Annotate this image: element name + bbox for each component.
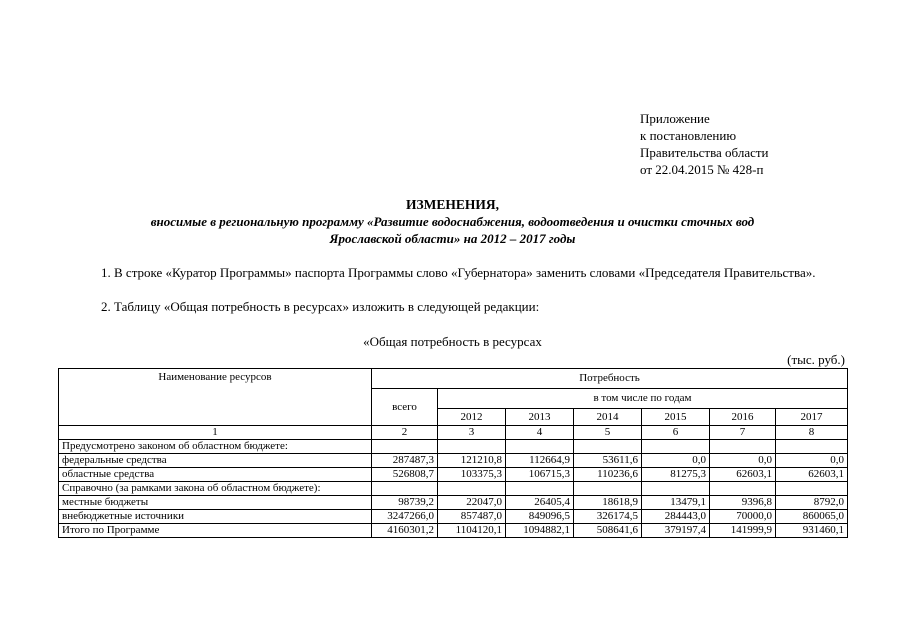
- cell-value: 62603,1: [710, 468, 776, 482]
- table-row: [59, 510, 848, 524]
- annex-block: [640, 110, 769, 178]
- column-number: 4: [506, 426, 574, 440]
- annex-line: Приложение: [640, 111, 710, 126]
- header-year: 2013: [506, 409, 574, 426]
- cell-value: 13479,1: [642, 496, 710, 510]
- column-number: 6: [642, 426, 710, 440]
- annex-line: Правительства области: [640, 145, 769, 160]
- cell-value: 18618,9: [574, 496, 642, 510]
- annex-line: от 22.04.2015 № 428-п: [640, 162, 764, 177]
- cell-value: 0,0: [710, 454, 776, 468]
- paragraph-2: 2. Таблицу «Общая потребность в ресурсах» изложить в следующей редакции:: [101, 299, 540, 314]
- header-need: Потребность: [372, 369, 848, 389]
- paragraph-1: 1. В строке «Куратор Программы» паспорта Программы слово «Губернатора» заменить словами «Председателя Правительства».: [101, 265, 816, 280]
- header-year: 2017: [776, 409, 848, 426]
- cell-value: 110236,6: [574, 468, 642, 482]
- cell-value: 98739,2: [372, 496, 438, 510]
- row-label: местные бюджеты: [59, 496, 372, 510]
- annex-line: к постановлению: [640, 128, 737, 143]
- cell-value: 62603,1: [776, 468, 848, 482]
- header-by-years: в том числе по годам: [438, 389, 848, 409]
- cell-value: 106715,3: [506, 468, 574, 482]
- section-label: Справочно (за рамками закона об областном бюджете):: [59, 482, 372, 496]
- column-number: 1: [59, 426, 372, 440]
- cell-value: 112664,9: [506, 454, 574, 468]
- row-label: внебюджетные источники: [59, 510, 372, 524]
- cell-value: 26405,4: [506, 496, 574, 510]
- cell-value: 526808,7: [372, 468, 438, 482]
- cell-value: 3247266,0: [372, 510, 438, 524]
- cell-value: 53611,6: [574, 454, 642, 468]
- column-number: 5: [574, 426, 642, 440]
- header-total: всего: [372, 389, 438, 426]
- row-label: федеральные средства: [59, 454, 372, 468]
- cell-value: 81275,3: [642, 468, 710, 482]
- section-row: [59, 440, 848, 454]
- cell-value: 284443,0: [642, 510, 710, 524]
- cell-value: 1104120,1: [438, 524, 506, 538]
- header-year: 2012: [438, 409, 506, 426]
- table-row: [59, 496, 848, 510]
- cell-value: 70000,0: [710, 510, 776, 524]
- document-title: ИЗМЕНЕНИЯ,: [405, 197, 499, 212]
- cell-value: 326174,5: [574, 510, 642, 524]
- section-label: Предусмотрено законом об областном бюджете:: [59, 440, 372, 454]
- header-resource-name: Наименование ресурсов: [59, 369, 372, 426]
- cell-value: 9396,8: [710, 496, 776, 510]
- cell-value: 1094882,1: [506, 524, 574, 538]
- column-number: 3: [438, 426, 506, 440]
- cell-value: 0,0: [642, 454, 710, 468]
- cell-value: 860065,0: [776, 510, 848, 524]
- cell-value: 849096,5: [506, 510, 574, 524]
- section-row: [59, 482, 848, 496]
- cell-value: 379197,4: [642, 524, 710, 538]
- table-row: [59, 454, 848, 468]
- column-number-row: [59, 426, 848, 440]
- cell-value: 121210,8: [438, 454, 506, 468]
- header-year: 2016: [710, 409, 776, 426]
- row-label: Итого по Программе: [59, 524, 372, 538]
- column-number: 8: [776, 426, 848, 440]
- document-subtitle-line2: Ярославской области» на 2012 – 2017 годы: [329, 231, 576, 246]
- units-label: (тыс. руб.): [787, 352, 845, 367]
- resources-table: [58, 368, 848, 538]
- cell-value: 287487,3: [372, 454, 438, 468]
- cell-value: 857487,0: [438, 510, 506, 524]
- cell-value: 0,0: [776, 454, 848, 468]
- cell-value: 508641,6: [574, 524, 642, 538]
- cell-value: 141999,9: [710, 524, 776, 538]
- table-row: [59, 468, 848, 482]
- cell-value: 4160301,2: [372, 524, 438, 538]
- column-number: 2: [372, 426, 438, 440]
- document-subtitle-line1: вносимые в региональную программу «Развитие водоснабжения, водоотведения и очистки сточных вод: [150, 214, 755, 229]
- table-caption: «Общая потребность в ресурсах: [363, 334, 542, 349]
- cell-value: 103375,3: [438, 468, 506, 482]
- header-year: 2015: [642, 409, 710, 426]
- table-row-total: [59, 524, 848, 538]
- cell-value: 8792,0: [776, 496, 848, 510]
- header-year: 2014: [574, 409, 642, 426]
- cell-value: 931460,1: [776, 524, 848, 538]
- row-label: областные средства: [59, 468, 372, 482]
- column-number: 7: [710, 426, 776, 440]
- cell-value: 22047,0: [438, 496, 506, 510]
